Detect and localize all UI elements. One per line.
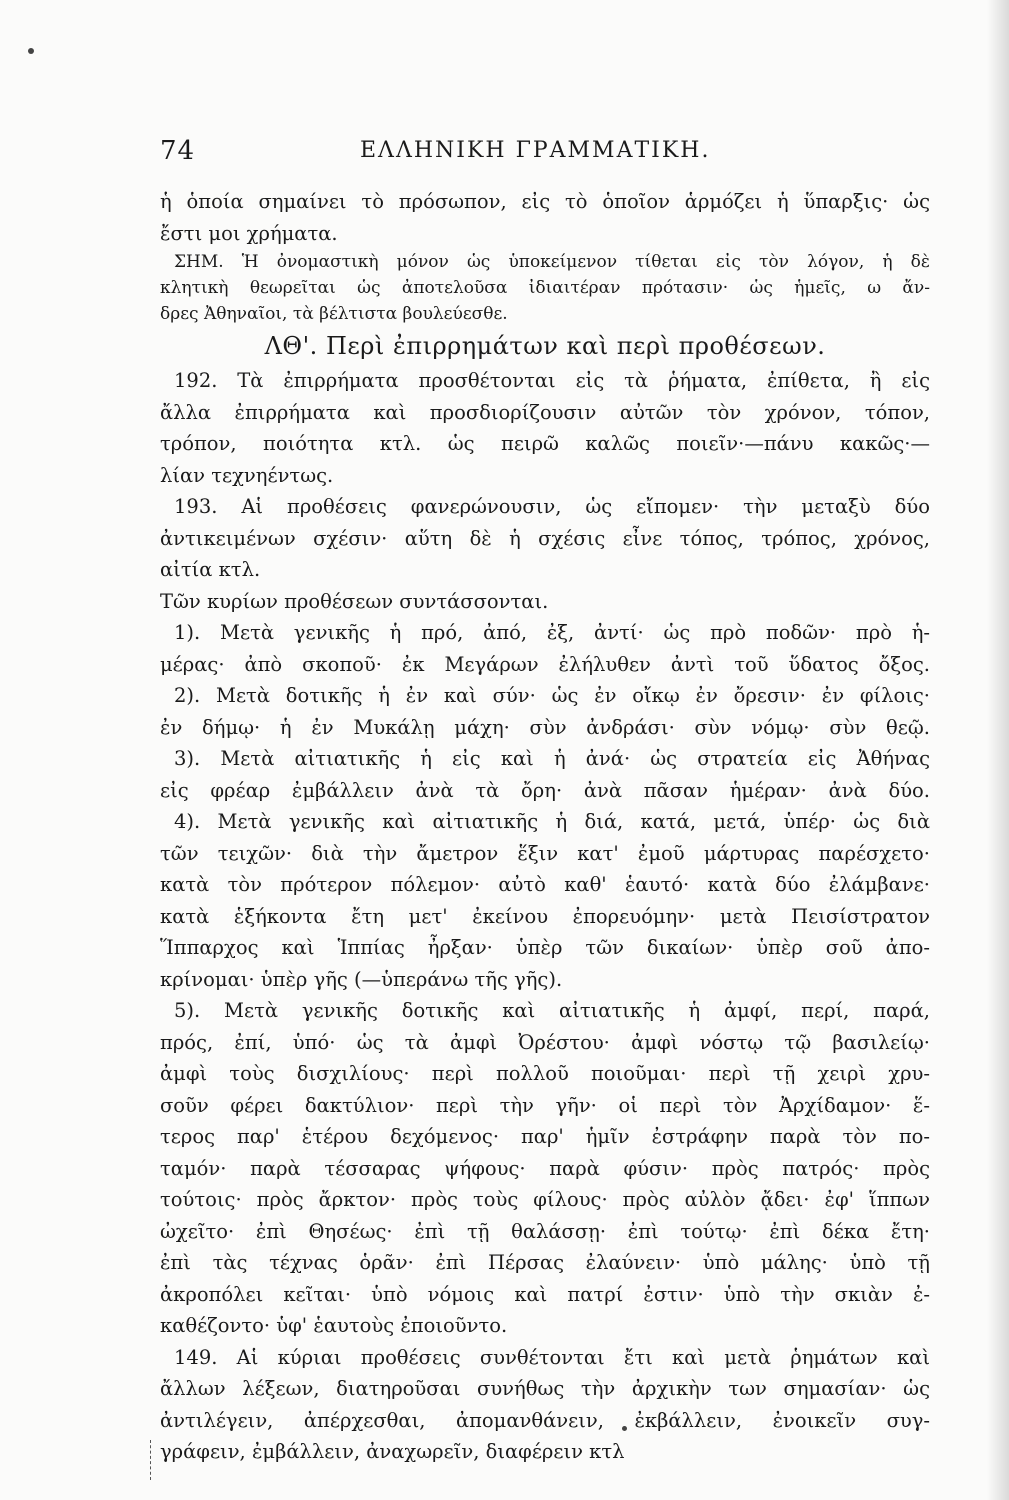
text-line: τῶν τειχῶν· διὰ τὴν ἄμετρον ἕξιν κατ' ἐμοῦ μάρτυρας παρέσχετο· — [160, 841, 930, 865]
ink-speck — [28, 48, 34, 54]
text-line: κρίνομαι· ὑπὲρ γῆς (—ὑπεράνω τῆς γῆς). — [160, 967, 563, 991]
text-line: καθέζοντο· ὑφ' ἑαυτοὺς ἐποιοῦντο. — [160, 1314, 508, 1337]
list-item: 3). Μετὰ αἰτιατικῆς ἡ εἰς καὶ ἡ ἀνά· ὡς στρατεία εἰς Ἀθήνας — [174, 747, 930, 770]
list-item: 2). Μετὰ δοτικῆς ἡ ἐν καὶ σύν· ὡς ἐν οἴκῳ ἐν ὄρεσιν· ἐν φίλοις· — [174, 684, 930, 707]
note-line: ΣΗΜ. Ἡ ὀνομαστικὴ μόνον ὡς ὑποκείμενον τίθεται εἰς τὸν λόγον, ἡ δὲ — [174, 252, 930, 272]
text-line: μέρας· ἀπὸ σκοποῦ· ἐκ Μεγάρων ἐλήλυθεν ἀντὶ τοῦ ὕδατος ὄξος. — [160, 652, 930, 676]
text-line: ἀμφὶ τοὺς δισχιλίους· περὶ πολλοῦ ποιοῦμαι· περὶ τῇ χειρὶ χρυ- — [160, 1062, 930, 1085]
text-line: γράφειν, ἐμβάλλειν, ἀναχωρεῖν, διαφέρειν κτλ — [160, 1440, 625, 1463]
section-heading: ΛΘ'. Περὶ ἐπιρρημάτων καὶ περὶ προθέσεων. — [264, 332, 826, 360]
text-line: ταμόν· παρὰ τέσσαρας ψήφους· παρὰ φύσιν· πρὸς πατρός· πρὸς — [160, 1156, 930, 1180]
page-body — [160, 186, 930, 1468]
text-line: Ἵππαρχος καὶ Ἱππίας ἦρξαν· ὑπὲρ τῶν δικαίων· ὑπὲρ σοῦ ἀπο- — [160, 936, 930, 959]
text-line: ἄλλων λέξεων, διατηροῦσαι συνήθως τὴν ἀρχικὴν των σημασίαν· ὡς — [160, 1377, 930, 1400]
page-edge-shadow — [987, 0, 1009, 1500]
text-line: τούτοις· πρὸς ἄρκτον· πρὸς τοὺς φίλους· πρὸς αὐλὸν ᾄδει· ἐφ' ἵππων — [160, 1188, 930, 1211]
text-line: λίαν τεχνηέντως. — [160, 463, 334, 487]
text-line: εἰς φρέαρ ἐμβάλλειν ἀνὰ τὰ ὄρη· ἀνὰ πᾶσαν ἡμέραν· ἀνὰ δύο. — [160, 778, 930, 802]
list-item: 5). Μετὰ γενικῆς δοτικῆς καὶ αἰτιατικῆς ἡ ἀμφί, περί, παρά, — [174, 999, 930, 1022]
text-line: ἐπὶ τὰς τέχνας ὁρᾶν· ἐπὶ Πέρσας ἐλαύνειν· ὑπὸ μάλης· ὑπὸ τῇ — [160, 1251, 930, 1274]
text-line: ἄλλα ἐπιρρήματα καὶ προσδιορίζουσιν αὐτῶν τὸν χρόνον, τόπον, — [160, 400, 930, 424]
text-line: ὠχεῖτο· ἐπὶ Θησέως· ἐπὶ τῇ θαλάσσῃ· ἐπὶ τούτῳ· ἐπὶ δέκα ἔτη· — [160, 1219, 930, 1243]
paragraph-start: 149. Αἱ κύριαι προθέσεις συνθέτονται ἔτι καὶ μετὰ ῥημάτων καὶ — [174, 1345, 930, 1369]
text-line: ἔστι μοι χρήματα. — [160, 221, 338, 245]
page-header — [160, 136, 920, 176]
list-item: 1). Μετὰ γενικῆς ἡ πρό, ἀπό, ἐξ, ἀντί· ὡς πρὸ ποδῶν· πρὸ ἡ- — [174, 621, 930, 644]
note-line: δρες Ἀθηναῖοι, τὰ βέλτιστα βουλεύεσθε. — [160, 304, 508, 324]
text-line: κατὰ ἑξήκοντα ἔτη μετ' ἐκείνου ἐπορευόμην· μετὰ Πεισίστρατον — [160, 904, 930, 928]
margin-mark — [150, 1440, 154, 1480]
text-line: ἡ ὁποία σημαίνει τὸ πρόσωπον, εἰς τὸ ὁποῖον ἁρμόζει ἡ ὕπαρξις· ὡς — [160, 190, 930, 213]
text-line: Τῶν κυρίων προθέσεων συντάσσονται. — [160, 589, 549, 613]
text-line: τρόπον, ποιότητα κτλ. ὡς πειρῶ καλῶς ποιεῖν·—πάνυ κακῶς·— — [160, 432, 930, 455]
page-number: 74 — [160, 136, 196, 166]
text-line: κατὰ τὸν πρότερον πόλεμον· αὐτὸ καθ' ἑαυτό· κατὰ δύο ἐλάμβανε· — [160, 873, 930, 896]
note-line: κλητικὴ θεωρεῖται ὡς ἀποτελοῦσα ἰδιαιτέραν πρότασιν· ὡς ἡμεῖς, ω ἄν- — [160, 278, 930, 298]
text-line: τερος παρ' ἑτέρου δεχόμενος· παρ' ἡμῖν ἐστράφην παρὰ τὸν πο- — [160, 1125, 930, 1148]
text-line: αἰτία κτλ. — [160, 558, 261, 581]
paragraph-start: 193. Αἱ προθέσεις φανερώνουσιν, ὡς εἴπομεν· τὴν μεταξὺ δύο — [174, 495, 930, 518]
list-item: 4). Μετὰ γενικῆς καὶ αἰτιατικῆς ἡ διά, κατά, μετά, ὑπέρ· ὡς διὰ — [174, 810, 930, 833]
text-line: πρός, ἐπί, ὑπό· ὡς τὰ ἀμφὶ Ὀρέστου· ἀμφὶ νόστῳ τῷ βασιλείῳ· — [160, 1030, 930, 1054]
paragraph-start: 192. Τὰ ἐπιρρήματα προσθέτονται εἰς τὰ ῥήματα, ἐπίθετα, ἢ εἰς — [174, 369, 930, 392]
text-line: ἀντιλέγειν, ἀπέρχεσθαι, ἀπομανθάνειν, ἐκβάλλειν, ἐνοικεῖν συγ- — [160, 1408, 930, 1432]
text-line: ἀκροπόλει κεῖται· ὑπὸ νόμοις καὶ πατρί ἐστιν· ὑπὸ τὴν σκιὰν ἐ- — [160, 1282, 930, 1306]
text-line: ἐν δήμῳ· ἡ ἐν Μυκάλῃ μάχη· σὺν ἀνδράσι· σὺν νόμῳ· σὺν θεῷ. — [160, 715, 930, 739]
text-line: ἀντικειμένων σχέσιν· αὕτη δὲ ἡ σχέσις εἶνε τόπος, τρόπος, χρόνος, — [160, 526, 930, 550]
running-title: ΕΛΛΗΝΙΚΗ ΓΡΑΜΜΑΤΙΚΗ. — [360, 138, 711, 163]
text-line: σοῦν φέρει δακτύλιον· περὶ τὴν γῆν· οἱ περὶ τὸν Ἀρχίδαμον· ἕ- — [160, 1093, 930, 1117]
